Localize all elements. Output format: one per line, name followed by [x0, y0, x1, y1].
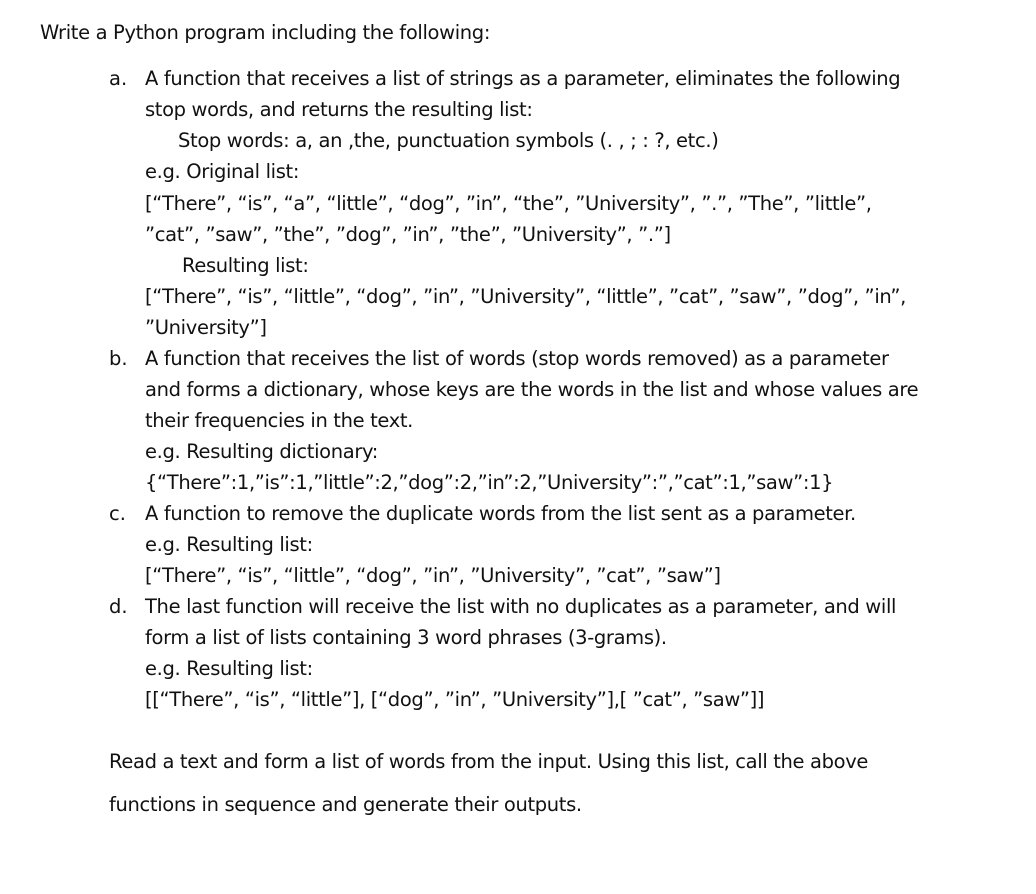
closing-line: Read a text and form a list of words from the input. Using this list, call the above	[109, 750, 869, 773]
closing-line: functions in sequence and generate their outputs.	[109, 793, 582, 816]
example-label: e.g. Resulting dictionary:	[145, 440, 379, 463]
example-code-line: ”University”]	[145, 316, 267, 339]
item-marker: c.	[109, 502, 126, 525]
item-text-line: A function that receives the list of words (stop words removed) as a parameter	[145, 347, 889, 370]
example-label: e.g. Resulting list:	[145, 533, 313, 556]
item-text-line: The last function will receive the list with no duplicates as a parameter, and will	[145, 595, 897, 618]
intro-text: Write a Python program including the following:	[40, 21, 491, 44]
example-label: Resulting list:	[182, 254, 309, 277]
example-code-line: ”cat”, ”saw”, ”the”, ”dog”, ”in”, ”the”, ”University”, ”.”]	[145, 223, 671, 246]
item-text-line: and forms a dictionary, whose keys are the words in the list and whose values are	[145, 378, 919, 401]
example-code-line: {“There”:1,”is”:1,”little”:2,”dog”:2,”in”:2,”University”:”,”cat”:1,”saw”:1}	[145, 471, 834, 494]
item-text-line: A function that receives a list of strings as a parameter, eliminates the following	[145, 67, 901, 90]
example-code-line: [“There”, “is”, “a”, “little”, “dog”, ”in”, “the”, ”University”, ”.”, ”The”, ”little”,	[145, 192, 872, 215]
item-text-line: their frequencies in the text.	[145, 409, 414, 432]
item-text-line: A function to remove the duplicate words from the list sent as a parameter.	[145, 502, 856, 525]
item-marker: b.	[109, 347, 128, 370]
stop-words-line: Stop words: a, an ,the, punctuation symbols (. , ; : ?, etc.)	[178, 129, 719, 152]
example-code-line: [“There”, “is”, “little”, “dog”, ”in”, ”University”, ”cat”, ”saw”]	[145, 564, 721, 587]
example-label: e.g. Resulting list:	[145, 657, 313, 680]
item-text-line: form a list of lists containing 3 word phrases (3-grams).	[145, 626, 667, 649]
example-code-line: [“There”, “is”, “little”, “dog”, ”in”, ”University”, “little”, ”cat”, ”saw”, ”dog”, ”in”,	[145, 285, 906, 308]
example-label: e.g. Original list:	[145, 160, 300, 183]
example-code-line: [[“There”, “is”, “little”], [“dog”, ”in”, ”University”],[ ”cat”, ”saw”]]	[145, 688, 765, 711]
item-text-line: stop words, and returns the resulting list:	[145, 98, 533, 121]
item-marker: d.	[109, 595, 128, 618]
item-marker: a.	[109, 67, 128, 90]
